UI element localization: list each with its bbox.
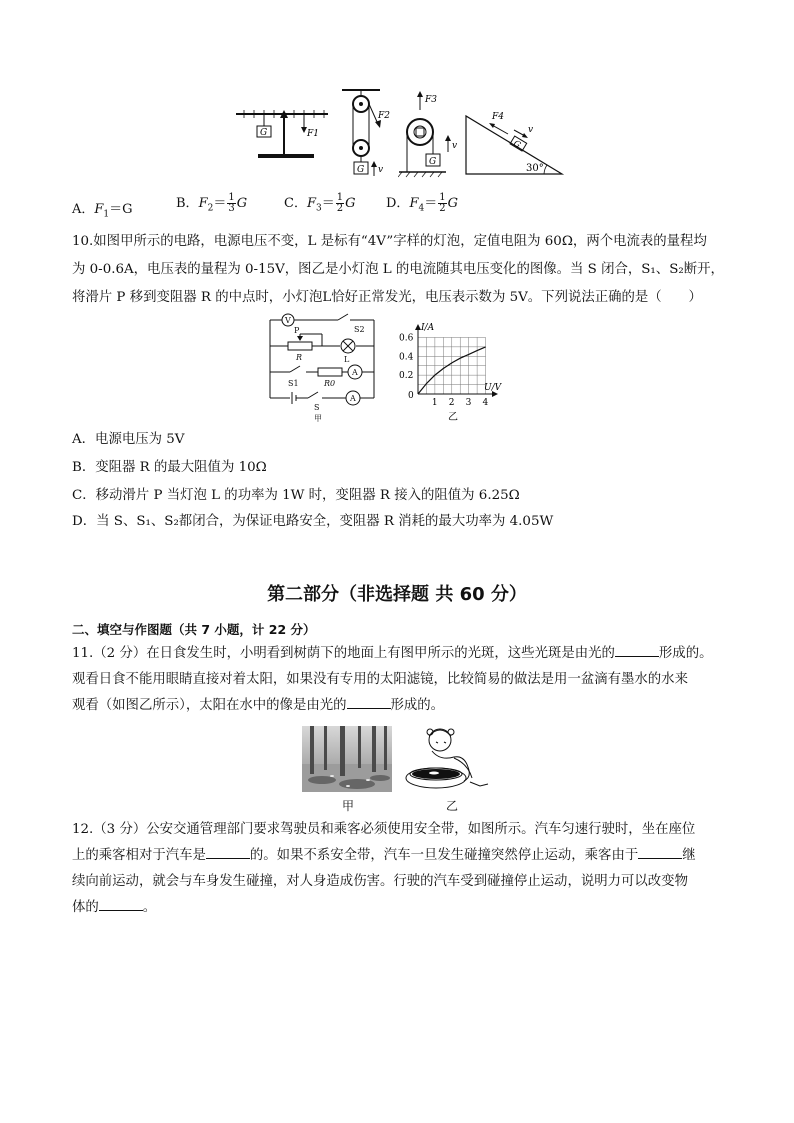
- answer-blank[interactable]: [638, 844, 682, 859]
- q9-option-c[interactable]: C．$F_3=$ $\frac{1}{2}$ G: [284, 192, 356, 214]
- fraction: $\frac{1}{2}$: [439, 192, 446, 214]
- fixed-weight-label: G: [429, 157, 437, 167]
- tree-shadow-photo: [302, 726, 392, 792]
- answer-blank[interactable]: [99, 896, 143, 911]
- photo-caption-yi: 乙: [446, 799, 459, 813]
- incline-velocity-label: v: [528, 125, 534, 135]
- y-tick-label: 0.2: [399, 371, 414, 382]
- slider-p-label: P: [294, 326, 300, 335]
- circuit-diagram: [262, 312, 382, 424]
- resistor-r0-label: R0: [324, 379, 336, 388]
- fixed-velocity-label: v: [452, 141, 458, 151]
- lever-force-label: F1: [307, 129, 319, 139]
- q10-line-3: 将滑片 P 移到变阻器 R 的中点时，小灯泡L恰好正常发光，电压表示数为 5V。下列说法正确的是（ ）: [72, 290, 702, 305]
- q12-line-3: 续向前运动，就会与车身发生碰撞，对人身造成伤害。行驶的汽车受到碰撞停止运动，说明力可以改变物: [72, 874, 688, 889]
- switch-s-label: S: [314, 403, 320, 412]
- pulley-block-diagram: [340, 88, 394, 180]
- q10-option-b[interactable]: B．变阻器 R 的最大阻值为 10Ω: [72, 460, 267, 475]
- answer-blank[interactable]: [347, 694, 391, 709]
- block-weight-label: G: [357, 165, 365, 175]
- part-two-title: 第二部分（非选择题 共 60 分）: [267, 584, 527, 605]
- answer-blank[interactable]: [206, 844, 250, 859]
- q10-line-1: 10.如图甲所示的电路，电源电压不变，L 是标有“4V”字样的灯泡，定值电阻为 60Ω，两个电流表的量程均: [72, 234, 707, 249]
- x-tick-label: 3: [465, 398, 472, 408]
- photo-caption-jia: 甲: [342, 799, 355, 813]
- rheostat-r-label: R: [296, 353, 303, 362]
- q9-option-b[interactable]: B．$F_2=$ $\frac{1}{3}$ G: [176, 192, 248, 214]
- q10-option-c[interactable]: C．移动滑片 P 当灯泡 L 的功率为 1W 时，变阻器 R 接入的阻值为 6.25Ω: [72, 488, 520, 503]
- switch-s2-label: S2: [354, 325, 365, 334]
- q10-line-2: 为 0-0.6A，电压表的量程为 0-15V，图乙是小灯泡 L 的电流随其电压变化的图像。当 S 闭合，S₁、S₂断开，: [72, 262, 724, 277]
- q10-option-d[interactable]: D．当 S、S₁、S₂都闭合，为保证电路安全，变阻器 R 消耗的最大功率为 4.05W: [72, 514, 554, 529]
- block-velocity-label: v: [378, 165, 384, 175]
- y-axis-label: I/A: [421, 323, 435, 333]
- q9-options: [72, 192, 492, 220]
- y-tick-label: 0.4: [399, 352, 414, 363]
- section-heading: 二、填空与作图题（共 7 小题，计 22 分）: [72, 622, 316, 637]
- q9-option-d[interactable]: D．$F_4=$ $\frac{1}{2}$ G: [386, 192, 458, 214]
- girl-with-basin-drawing: [398, 724, 502, 794]
- q12-line-4: 体的 。: [72, 894, 156, 921]
- x-tick-label: 0: [408, 391, 414, 401]
- y-tick-label: 0.6: [399, 333, 414, 344]
- q11-line-2: 观看日食不能用眼睛直接对着太阳，如果没有专用的太阳滤镜，比较简易的做法是用一盆滴有墨水的水来: [72, 672, 688, 687]
- fraction: $\frac{1}{2}$: [336, 192, 344, 214]
- q11-line-1: 11.（2 分）在日食发生时，小明看到树荫下的地面上有图甲所示的光斑，这些光斑是由光的 形成的。: [72, 640, 712, 667]
- voltmeter-label: V: [285, 316, 291, 325]
- circuit-caption: 甲: [314, 414, 322, 423]
- ammeter-2-label: A: [350, 394, 356, 403]
- q12-line-1: 12.（3 分）公安交通管理部门要求驾驶员和乘客必须使用安全带，如图所示。汽车匀速行驶时，坐在座位: [72, 822, 696, 837]
- x-axis-label: U/V: [484, 383, 502, 393]
- chart-caption: 乙: [448, 412, 458, 423]
- incline-force-label: F4: [492, 112, 504, 122]
- iu-chart: [396, 310, 528, 424]
- fixed-force-label: F3: [425, 95, 437, 105]
- q9-figures: [230, 88, 570, 180]
- x-tick-label: 1: [431, 398, 438, 408]
- lever-weight-label: G: [260, 128, 268, 138]
- x-tick-label: 2: [448, 398, 455, 408]
- q9-option-a[interactable]: A．$F_1=G$: [72, 202, 133, 220]
- lamp-l-label: L: [344, 355, 350, 364]
- incline-diagram: [462, 88, 568, 180]
- x-tick-label: 4: [482, 398, 489, 408]
- block-force-label: F2: [378, 111, 390, 121]
- q10-option-a[interactable]: A．电源电压为 5V: [72, 432, 185, 447]
- switch-s1-label: S1: [288, 379, 299, 388]
- incline-weight-label: G: [512, 138, 523, 150]
- answer-blank[interactable]: [615, 642, 659, 657]
- fraction: $\frac{1}{3}$: [228, 192, 235, 214]
- fixed-pulley-diagram: [398, 88, 460, 180]
- incline-angle-label: 30°: [526, 163, 544, 174]
- ammeter-1-label: A: [352, 368, 358, 377]
- q12-line-2: 上的乘客相对于汽车是 的。如果不系安全带，汽车一旦发生碰撞突然停止运动，乘客由于 继: [72, 842, 696, 869]
- q11-line-3: 观看（如图乙所示），太阳在水中的像是由光的 形成的。: [72, 692, 444, 719]
- lever-diagram: [230, 88, 340, 180]
